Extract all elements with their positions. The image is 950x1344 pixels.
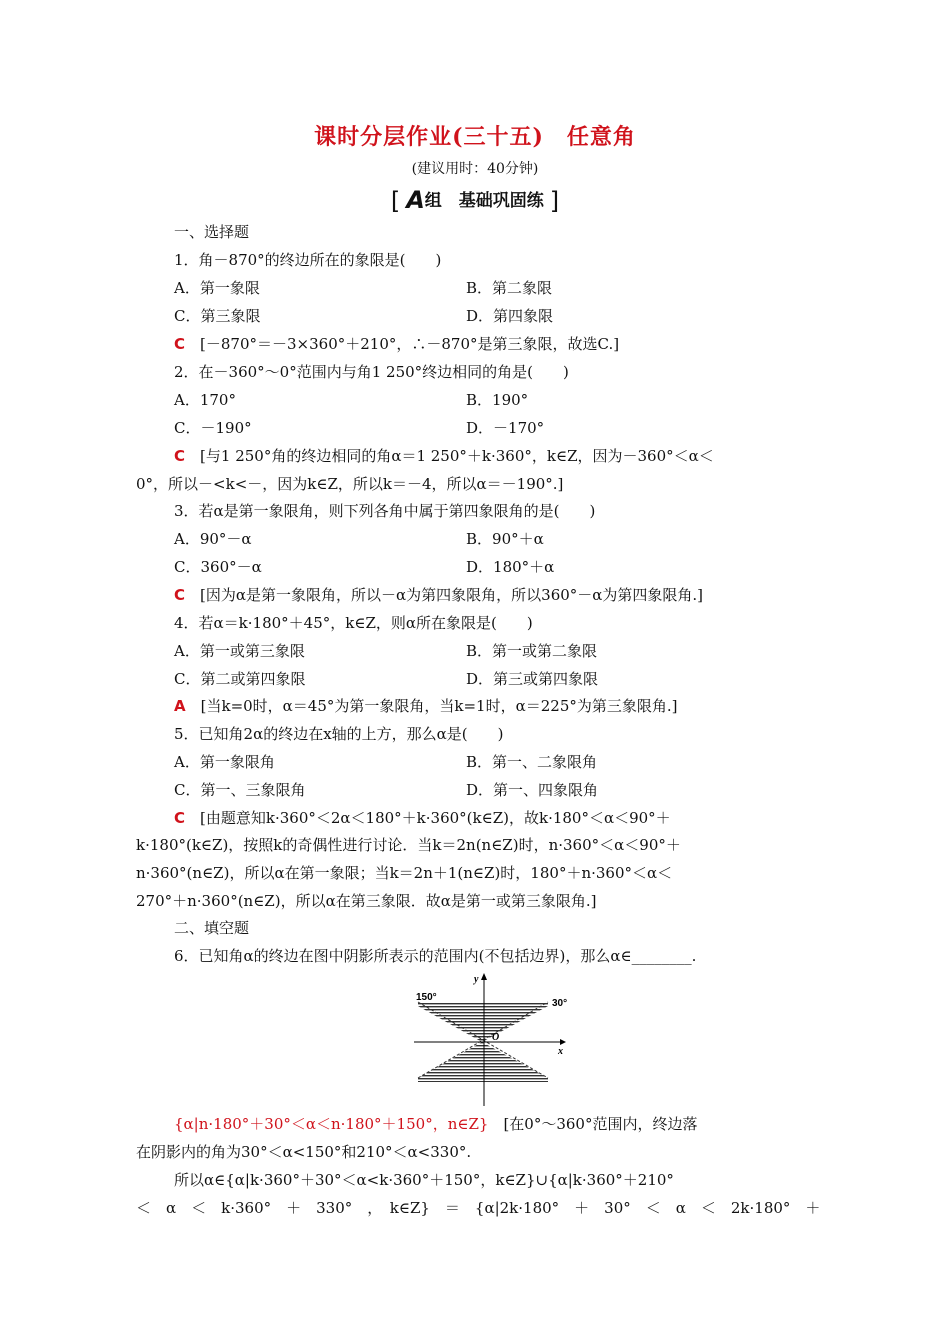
page-title: 课时分层作业(三十五) 任意角 (314, 124, 636, 150)
q3-solution (174, 585, 703, 605)
group-bracket-left: [ (390, 187, 401, 215)
q4-solution (174, 696, 677, 716)
q6-explanation-2: 在阴影内的角为30°＜α<150°和210°＜α<330°. (136, 1143, 472, 1161)
q2-option-d: D．－170° (466, 419, 545, 437)
q1-solution (174, 334, 619, 354)
q6-explanation-4: ＜ α ＜ k·360° ＋ 330° ， k∈Z} ＝ {α|2k·180° ＋ 30° ＜ α ＜ 2k·180° ＋ (136, 1199, 821, 1217)
q1-explanation: [－870°＝－3×360°＋210°，∴－870°是第三象限，故选C.] (200, 335, 620, 353)
q5-solution (174, 808, 671, 828)
q5-explanation-2: k·180°(k∈Z)，按照k的奇偶性进行讨论．当k＝2n(n∈Z)时，n·360°＜α＜90°＋ (136, 836, 681, 854)
q3-option-b: B．90°＋α (466, 530, 544, 548)
q3-option-a: A．90°－α (174, 530, 252, 548)
q6-answer: {α|n·180°＋30°＜α＜n·180°＋150°，n∈Z} (174, 1115, 489, 1133)
q5-explanation-1: [由题意知k·360°＜2α＜180°＋k·360°(k∈Z)，故k·180°＜α＜90°＋ (200, 809, 671, 827)
suggested-time: (建议用时：40分钟) (411, 161, 539, 177)
section-heading-fill: 二、填空题 (174, 919, 250, 937)
q5-option-d: D．第一、四象限角 (466, 781, 599, 799)
group-text: 组 基础巩固练 (424, 191, 544, 211)
q1-option-a: A．第一象限 (174, 279, 260, 297)
q4-option-a: A．第一或第三象限 (174, 642, 305, 660)
q5-explanation-4: 270°＋n·360°(n∈Z)，所以α在第三象限．故α是第一或第三象限角.] (136, 892, 597, 910)
q1-option-b: B．第二象限 (466, 279, 553, 297)
q5-option-b: B．第一、二象限角 (466, 753, 598, 771)
q4-explanation: [当k=0时，α＝45°为第一象限角，当k=1时，α＝225°为第三象限角.] (200, 697, 678, 715)
q2-explanation-1: [与1 250°角的终边相同的角α＝1 250°＋k·360°，k∈Z，因为－360°＜α＜ (200, 447, 714, 465)
q5-option-a: A．第一象限角 (174, 753, 275, 771)
x-axis-arrow (560, 1039, 566, 1045)
q5-explanation-3: n·360°(n∈Z)，所以α在第一象限；当k＝2n＋1(n∈Z)时，180°＋n·360°＜α＜ (136, 864, 673, 882)
q6-stem: 6．已知角α的终边在图中阴影所表示的范围内(不包括边界)，那么α∈________. (174, 947, 697, 965)
q5-option-c: C．第一、三象限角 (174, 781, 306, 799)
q6-explanation-3: 所以α∈{α|k·360°＋30°＜α<k·360°＋150°，k∈Z}∪{α|k·360°＋210° (174, 1171, 674, 1189)
q4-answer: A (174, 697, 186, 715)
q3-explanation: [因为α是第一象限角，所以－α为第四象限角，所以360°－α为第四象限角.] (200, 586, 704, 604)
label-150: 150° (416, 992, 437, 1003)
q2-explanation-2: 0°，所以－<k<－，因为k∈Z，所以k＝－4，所以α＝－190°.] (136, 475, 564, 493)
group-heading (0, 186, 950, 215)
label-origin: O (492, 1032, 500, 1043)
q1-option-c: C．第三象限 (174, 307, 261, 325)
q1-option-d: D．第四象限 (466, 307, 554, 325)
q2-solution (174, 446, 714, 466)
q1-answer: C (174, 335, 186, 353)
q3-answer: C (174, 586, 186, 604)
q2-option-a: A．170° (174, 391, 236, 409)
q4-stem: 4．若α＝k·180°＋45°，k∈Z，则α所在象限是( ) (174, 614, 533, 632)
q3-option-d: D．180°＋α (466, 558, 555, 576)
group-letter: A (406, 186, 425, 214)
upper-shaded-region (418, 1002, 548, 1042)
q5-answer: C (174, 809, 186, 827)
label-y: y (474, 974, 479, 985)
angle-shaded-region-figure (410, 970, 570, 1110)
q6-explanation-1: [在0°～360°范围内，终边落 (503, 1115, 698, 1133)
q3-option-c: C．360°－α (174, 558, 262, 576)
q2-answer: C (174, 447, 186, 465)
q4-option-d: D．第三或第四象限 (466, 670, 599, 688)
q2-stem: 2．在－360°～0°范围内与角1 250°终边相同的角是( ) (174, 363, 569, 381)
q3-stem: 3．若α是第一象限角，则下列各角中属于第四象限角的是( ) (174, 502, 596, 520)
q1-stem: 1．角－870°的终边所在的象限是( ) (174, 251, 442, 269)
q4-option-b: B．第一或第二象限 (466, 642, 598, 660)
label-x: x (558, 1046, 563, 1057)
section-heading-choice: 一、选择题 (174, 223, 250, 241)
q5-stem: 5．已知角2α的终边在x轴的上方，那么α是( ) (174, 725, 504, 743)
group-bracket-right: ] (549, 187, 560, 215)
label-30: 30° (552, 998, 568, 1009)
q2-option-b: B．190° (466, 391, 529, 409)
q2-option-c: C．－190° (174, 419, 252, 437)
q4-option-c: C．第二或第四象限 (174, 670, 306, 688)
q6-solution (174, 1114, 697, 1134)
lower-shaded-region (418, 1042, 548, 1082)
y-axis-arrow (481, 973, 487, 980)
